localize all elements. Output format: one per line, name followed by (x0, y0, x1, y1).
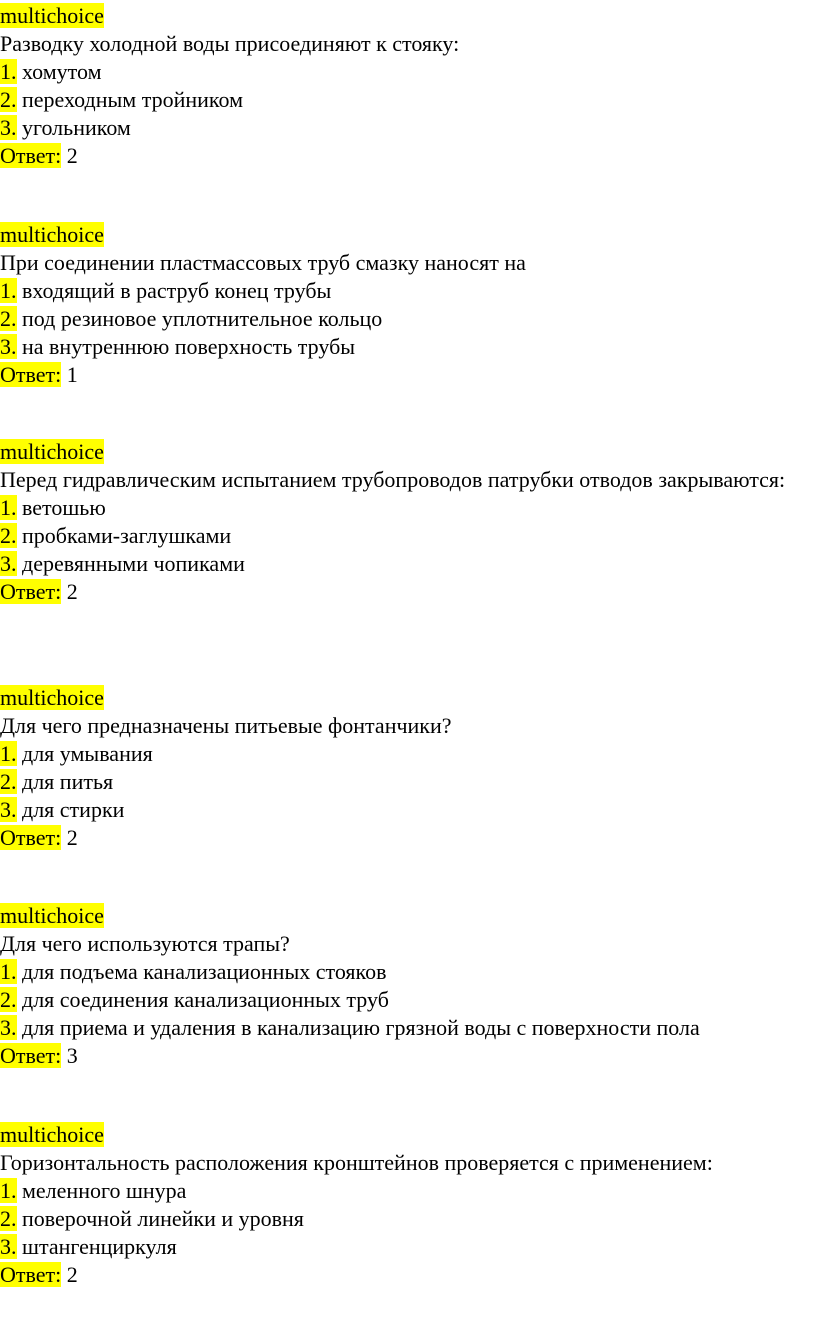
option-text: под резиновое уплотнительное кольцо (22, 306, 383, 331)
option-2 (0, 768, 814, 796)
question-block-6 (0, 1121, 814, 1289)
question-block-5 (0, 902, 814, 1070)
question-type-tag (0, 684, 814, 712)
option-2 (0, 522, 814, 550)
option-text: на внутреннюю поверхность трубы (22, 334, 356, 359)
option-text: деревянными чопиками (22, 551, 245, 576)
answer-value: 3 (66, 1043, 78, 1068)
option-2 (0, 986, 814, 1014)
option-number: 3. (0, 334, 17, 359)
option-text: для приема и удаления в канализацию грязной воды с поверхности пола (22, 1015, 700, 1040)
answer-line (0, 361, 814, 389)
type-tag-highlight: multichoice (0, 439, 104, 464)
option-text: меленного шнура (22, 1178, 187, 1203)
option-1 (0, 740, 814, 768)
question-block-4 (0, 684, 814, 852)
option-text: для стирки (22, 797, 125, 822)
option-3 (0, 114, 814, 142)
question-type-tag (0, 221, 814, 249)
option-number: 1. (0, 1178, 17, 1203)
option-number: 2. (0, 87, 17, 112)
option-1 (0, 58, 814, 86)
question-text: При соединении пластмассовых труб смазку наносят на (0, 250, 526, 275)
question-type-tag (0, 2, 814, 30)
question-text: Для чего используются трапы? (0, 931, 290, 956)
answer-value: 1 (66, 362, 78, 387)
option-3 (0, 550, 814, 578)
option-3 (0, 1233, 814, 1261)
type-tag-highlight: multichoice (0, 222, 104, 247)
option-2 (0, 1205, 814, 1233)
answer-label: Ответ: (0, 362, 62, 387)
option-number: 2. (0, 523, 17, 548)
question-type-tag (0, 902, 814, 930)
option-text: входящий в раструб конец трубы (22, 278, 332, 303)
option-2 (0, 86, 814, 114)
question-type-tag (0, 438, 814, 466)
option-1 (0, 277, 814, 305)
type-tag-highlight: multichoice (0, 3, 104, 28)
question-block-3 (0, 438, 814, 606)
option-1 (0, 494, 814, 522)
option-number: 1. (0, 495, 17, 520)
question-block-2 (0, 221, 814, 389)
option-text: для соединения канализационных труб (22, 987, 389, 1012)
type-tag-highlight: multichoice (0, 1122, 104, 1147)
option-number: 2. (0, 987, 17, 1012)
option-3 (0, 1014, 814, 1042)
type-tag-highlight: multichoice (0, 903, 104, 928)
option-text: для питья (22, 769, 114, 794)
option-number: 3. (0, 1015, 17, 1040)
question-type-tag (0, 1121, 814, 1149)
question-text: Горизонтальность расположения кронштейнов проверяется с применением: (0, 1150, 713, 1175)
answer-value: 2 (66, 579, 78, 604)
option-text: для умывания (22, 741, 153, 766)
option-3 (0, 333, 814, 361)
option-1 (0, 958, 814, 986)
option-number: 3. (0, 797, 17, 822)
answer-value: 2 (66, 1262, 78, 1287)
question-text: Разводку холодной воды присоединяют к стояку: (0, 31, 460, 56)
option-number: 1. (0, 278, 17, 303)
type-tag-highlight: multichoice (0, 685, 104, 710)
question-text: Перед гидравлическим испытанием трубопроводов патрубки отводов закрываются: (0, 467, 786, 492)
option-1 (0, 1177, 814, 1205)
option-text: переходным тройником (22, 87, 243, 112)
answer-line (0, 142, 814, 170)
answer-label: Ответ: (0, 1043, 62, 1068)
option-number: 2. (0, 1206, 17, 1231)
option-text: угольником (22, 115, 131, 140)
answer-value: 2 (66, 825, 78, 850)
option-number: 3. (0, 1234, 17, 1259)
option-text: для подъема канализационных стояков (22, 959, 387, 984)
question-block-1 (0, 2, 814, 170)
option-3 (0, 796, 814, 824)
option-text: поверочной линейки и уровня (22, 1206, 304, 1231)
question-text: Для чего предназначены питьевые фонтанчики? (0, 713, 452, 738)
option-text: штангенциркуля (22, 1234, 177, 1259)
answer-value: 2 (66, 143, 78, 168)
answer-line (0, 578, 814, 606)
answer-line (0, 1261, 814, 1289)
option-number: 3. (0, 115, 17, 140)
option-number: 3. (0, 551, 17, 576)
answer-label: Ответ: (0, 143, 62, 168)
option-number: 1. (0, 741, 17, 766)
answer-line (0, 1042, 814, 1070)
answer-line (0, 824, 814, 852)
answer-label: Ответ: (0, 1262, 62, 1287)
option-text: пробками-заглушками (22, 523, 232, 548)
option-number: 1. (0, 59, 17, 84)
option-number: 2. (0, 306, 17, 331)
option-number: 1. (0, 959, 17, 984)
answer-label: Ответ: (0, 579, 62, 604)
option-text: ветошью (22, 495, 106, 520)
option-2 (0, 305, 814, 333)
option-number: 2. (0, 769, 17, 794)
option-text: хомутом (22, 59, 102, 84)
answer-label: Ответ: (0, 825, 62, 850)
